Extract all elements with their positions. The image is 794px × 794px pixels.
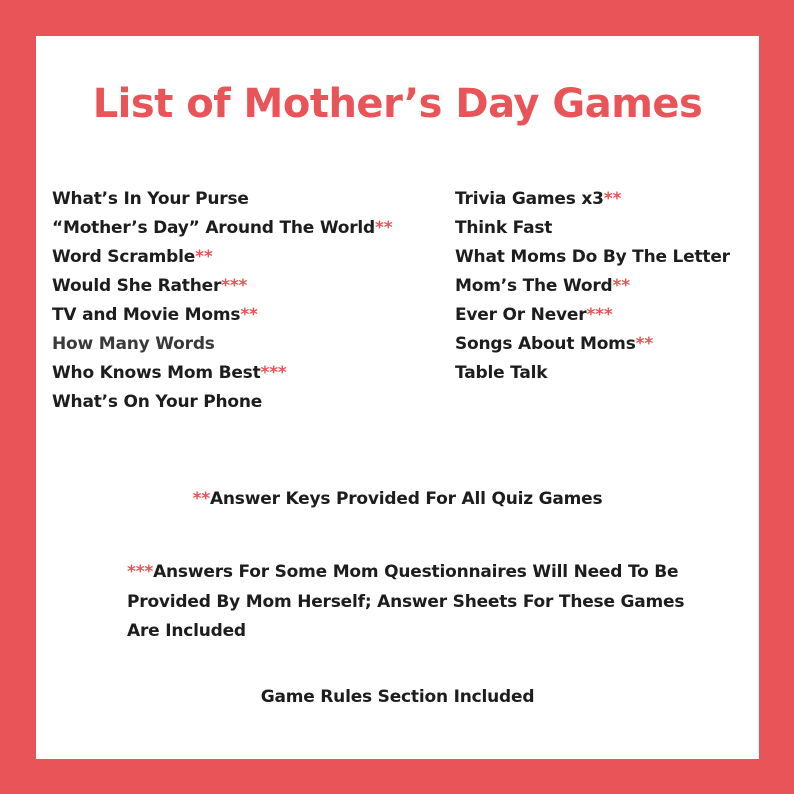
game-name: Trivia Games x3	[455, 189, 604, 209]
asterisk-marker: ***	[221, 276, 248, 296]
list-item	[455, 185, 730, 214]
list-item	[52, 214, 392, 243]
answer-keys-note	[36, 488, 759, 510]
game-name: “Mother’s Day” Around The World	[52, 218, 376, 238]
game-name: TV and Movie Moms	[52, 305, 241, 325]
asterisk-marker: **	[603, 189, 622, 209]
list-item	[455, 214, 730, 243]
game-name: What’s In Your Purse	[52, 189, 249, 209]
asterisk-marker: **	[635, 334, 654, 354]
list-item	[52, 185, 392, 214]
asterisk-marker: **	[240, 305, 258, 325]
game-name: Ever Or Never	[455, 305, 587, 325]
asterisk-marker: **	[195, 247, 213, 267]
list-item	[455, 301, 730, 330]
asterisk-marker: ***	[586, 305, 613, 325]
rules-note: Game Rules Section Included	[260, 687, 535, 707]
list-item	[52, 243, 392, 272]
list-item	[455, 272, 730, 301]
list-item	[52, 359, 392, 388]
list-item	[52, 388, 392, 417]
games-list-right	[455, 185, 730, 388]
game-name: Think Fast	[455, 218, 553, 238]
list-item	[455, 243, 730, 272]
asterisk-marker: **	[612, 276, 630, 296]
note-text: Answers For Some Mom Questionnaires Will Need To Be Provided By Mom Herself; Answer Sheets For These Games Are Included	[127, 562, 685, 641]
game-name: Would She Rather	[52, 276, 222, 296]
list-item	[455, 359, 730, 388]
asterisk-marker: **	[375, 218, 393, 238]
game-name: How Many Words	[52, 334, 215, 354]
questionnaire-note	[127, 558, 687, 647]
games-list-left	[52, 185, 392, 417]
list-item	[52, 301, 392, 330]
asterisk-marker: ***	[127, 562, 154, 582]
list-item	[52, 330, 392, 359]
page-title: List of Mother’s Day Games	[92, 81, 703, 127]
game-name: Songs About Moms	[455, 334, 636, 354]
asterisk-marker: ***	[260, 363, 287, 383]
game-name: Who Knows Mom Best	[52, 363, 261, 383]
game-name: Word Scramble	[52, 247, 196, 267]
list-item	[455, 330, 730, 359]
game-name: Table Talk	[455, 363, 548, 383]
game-name: Mom’s The Word	[455, 276, 613, 296]
games-card	[36, 36, 759, 759]
game-name: What Moms Do By The Letter	[455, 247, 730, 267]
note-text: Answer Keys Provided For All Quiz Games	[209, 489, 603, 509]
game-name: What’s On Your Phone	[52, 392, 263, 412]
list-item	[52, 272, 392, 301]
asterisk-marker: **	[192, 489, 210, 509]
